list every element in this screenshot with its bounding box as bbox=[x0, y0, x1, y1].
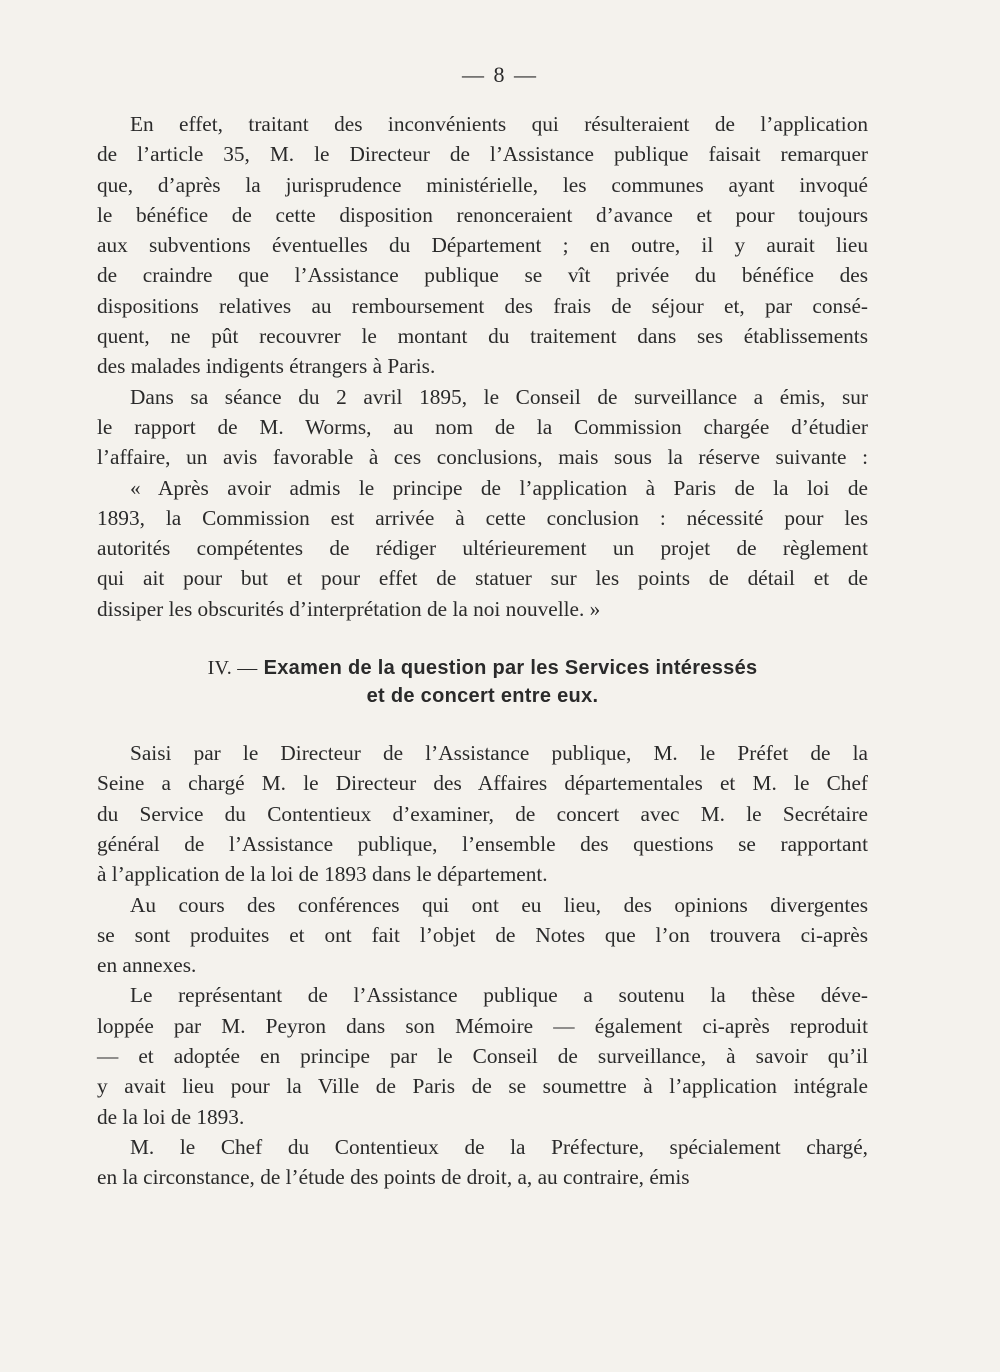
text-line: aux subventions éventuelles du Département ; en outre, il y aurait lieu bbox=[97, 233, 868, 258]
text-line: du Service du Contentieux d’examiner, de concert avec M. le Secrétaire bbox=[97, 801, 868, 826]
text-line: le bénéfice de cette disposition renonceraient d’avance et pour toujours bbox=[97, 202, 868, 227]
paragraph bbox=[97, 890, 868, 981]
text-line: des malades indigents étrangers à Paris. bbox=[97, 354, 436, 379]
paragraph bbox=[97, 980, 868, 1131]
section-heading bbox=[97, 654, 868, 710]
text-line: autorités compétentes de rédiger ultérieurement un projet de règlement bbox=[97, 536, 868, 561]
text-line: En effet, traitant des inconvénients qui résulteraient de l’application bbox=[130, 112, 868, 136]
text-line: que, d’après la jurisprudence ministérielle, les communes ayant invoqué bbox=[97, 172, 868, 197]
text-line: Saisi par le Directeur de l’Assistance publique, M. le Préfet de la bbox=[130, 741, 868, 766]
text-line: Au cours des conférences qui ont eu lieu, des opinions divergentes bbox=[130, 892, 868, 917]
paragraph bbox=[97, 109, 868, 382]
text-line: à l’application de la loi de 1893 dans le département. bbox=[97, 862, 548, 887]
text-line: 1893, la Commission est arrivée à cette conclusion : nécessité pour les bbox=[97, 505, 868, 530]
text-line: dispositions relatives au remboursement des frais de séjour et, par consé- bbox=[97, 293, 868, 318]
text-line: Seine a chargé M. le Directeur des Affaires départementales et M. le Chef bbox=[97, 771, 868, 796]
text-line: l’affaire, un avis favorable à ces conclusions, mais sous la réserve suivante : bbox=[97, 445, 868, 470]
text-line: Dans sa séance du 2 avril 1895, le Conseil de surveillance a émis, sur bbox=[130, 384, 868, 409]
text-line: loppée par M. Peyron dans son Mémoire — également ci-après reproduit bbox=[97, 1013, 868, 1038]
text-line: général de l’Assistance publique, l’ensemble des questions se rapportant bbox=[97, 831, 868, 856]
body-text bbox=[97, 109, 868, 1193]
paragraph bbox=[97, 1132, 868, 1193]
paragraph bbox=[97, 382, 868, 624]
text-line: qui ait pour but et pour effet de statuer sur les points de détail et de bbox=[97, 566, 868, 591]
heading-title-line-2: et de concert entre eux. bbox=[366, 685, 599, 708]
text-line: se sont produites et ont fait l’objet de Notes que l’on trouvera ci-après bbox=[97, 922, 868, 947]
section-examen bbox=[97, 738, 868, 1192]
text-line: en la circonstance, de l’étude des points de droit, a, au contraire, émis bbox=[97, 1165, 690, 1190]
heading-line-1 bbox=[97, 654, 868, 682]
text-line: Le représentant de l’Assistance publique a soutenu la thèse déve- bbox=[130, 983, 868, 1008]
section-intro bbox=[97, 109, 868, 624]
text-line: quent, ne pût recouvrer le montant du traitement dans ses établissements bbox=[97, 324, 868, 349]
text-line: de l’article 35, M. le Directeur de l’Assistance publique faisait remarquer bbox=[97, 142, 868, 167]
heading-roman-numeral: IV. — bbox=[207, 657, 258, 680]
paragraph bbox=[97, 738, 868, 889]
text-line: y avait lieu pour la Ville de Paris de se soumettre à l’application intégrale bbox=[97, 1074, 868, 1099]
text-line: en annexes. bbox=[97, 953, 197, 978]
heading-title-line-1: Examen de la question par les Services intéressés bbox=[263, 657, 758, 680]
text-line: « Après avoir admis le principe de l’application à Paris de la loi de bbox=[130, 475, 868, 500]
text-line: de craindre que l’Assistance publique se vît privée du bénéfice des bbox=[97, 263, 868, 288]
text-line: le rapport de M. Worms, au nom de la Commission chargée d’étudier bbox=[97, 414, 868, 439]
text-line: M. le Chef du Contentieux de la Préfecture, spécialement chargé, bbox=[130, 1134, 868, 1159]
page-number: — 8 — bbox=[462, 62, 538, 87]
text-line: — et adoptée en principe par le Conseil de surveillance, à savoir qu’il bbox=[97, 1044, 868, 1069]
text-line: de la loi de 1893. bbox=[97, 1104, 245, 1129]
text-line: dissiper les obscurités d’interprétation de la noi nouvelle. » bbox=[97, 596, 601, 621]
